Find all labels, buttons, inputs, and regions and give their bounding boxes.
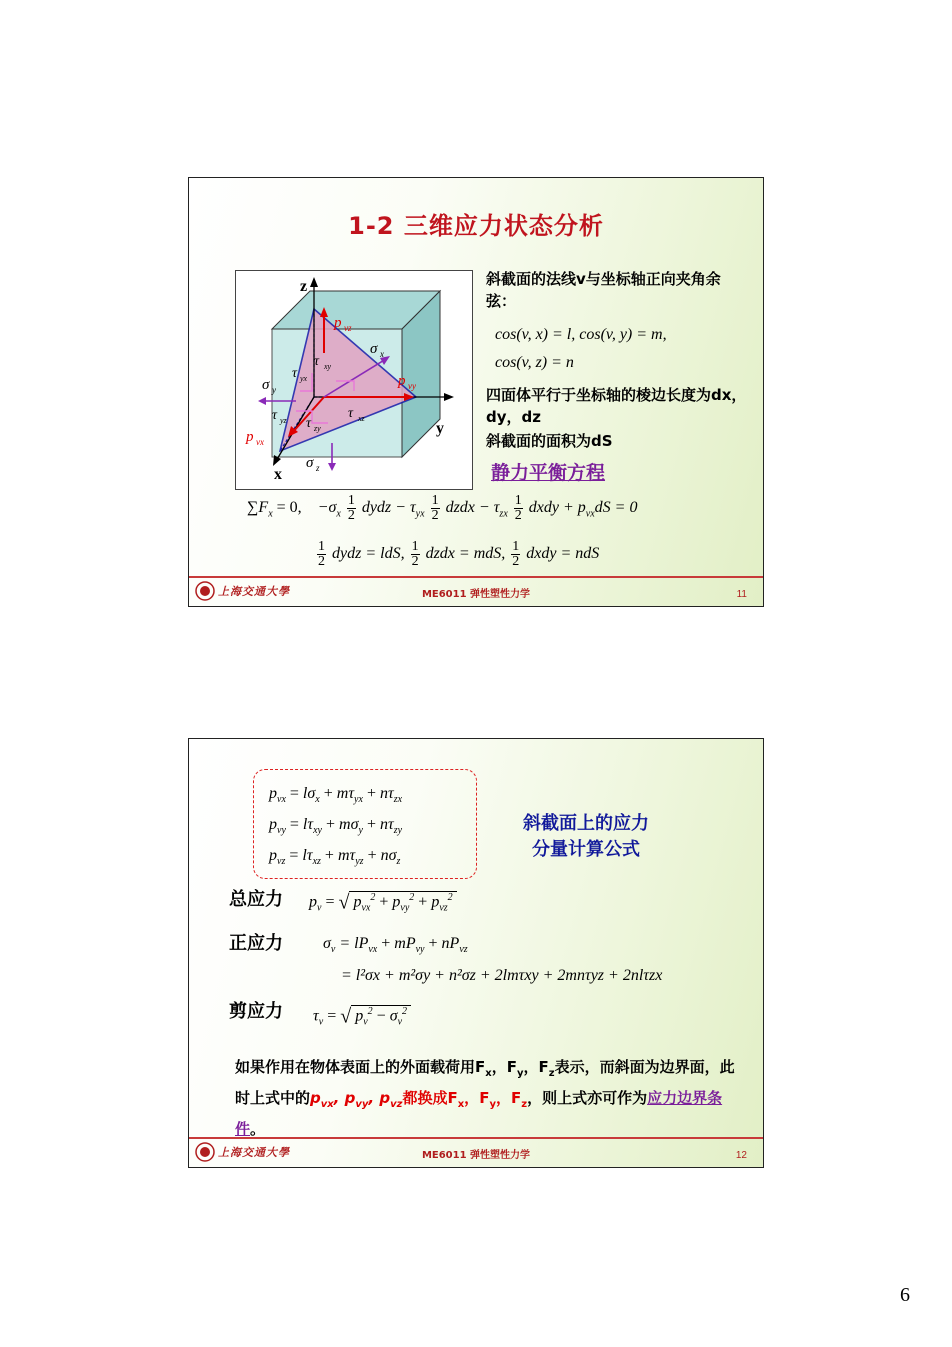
course-footer: ME6011 弹性塑性力学 bbox=[421, 589, 531, 600]
sigma-y-sub: y bbox=[272, 385, 276, 395]
cosine-equation-1: cos(v, x) = l, cos(v, y) = m, bbox=[495, 326, 667, 343]
tau-yz-sub: yz bbox=[280, 416, 287, 425]
slide-title: 1-2 三维应力状态分析 bbox=[348, 212, 604, 240]
tau-yz-label: τ bbox=[272, 408, 278, 423]
shear-stress-label: 剪应力 bbox=[229, 1001, 283, 1022]
slide-page-number: 11 bbox=[736, 589, 747, 600]
cosine-equation-2: cos(v, z) = n bbox=[495, 354, 574, 371]
tau-yx-sub: yx bbox=[300, 374, 308, 383]
total-stress-formula: $p_v$ = √ $p_{vx}^2 + p_{vy}^2 + p_{vz}^2$ bbox=[309, 891, 457, 914]
normal-description: 斜截面的法线v与坐标轴正向夹角余弦： bbox=[486, 270, 721, 310]
university-logo: 上海交通大學 bbox=[195, 1141, 290, 1163]
sigma-z-label: σ bbox=[306, 455, 314, 471]
tau-xy-sub: xy bbox=[324, 362, 332, 371]
normal-stress-formula-2: = l²σx + m²σy + n²σz + 2lmτxy + 2mnτyz + 2nlτzx bbox=[341, 967, 663, 984]
equilibrium-equation: $\sum F_x = 0$, $-\sigma_x$ $\frac{1}{2}$ dydz − $\tau_{yx}$ $\frac{1}{2}$ dzdx − $\tau_{zx}$ $\frac{1}{2}$ dxdy + $p_{vx}dS = 0$ bbox=[247, 493, 638, 523]
area-description: 斜截面的面积为dS bbox=[486, 432, 613, 450]
axis-x-label: x bbox=[274, 466, 282, 483]
course-footer: ME6011 弹性塑性力学 bbox=[421, 1150, 531, 1161]
tau-xz-sub: xz bbox=[358, 414, 365, 423]
slide-11 bbox=[188, 177, 764, 607]
tau-xy-label: τ bbox=[314, 354, 320, 369]
formula-pvx: $p_{vx} = l\sigma_x + m\tau_{yx} + n\tau_{zx}$ bbox=[269, 785, 403, 806]
pvz-label: p bbox=[334, 315, 342, 331]
shear-stress-formula: $\tau_v$ = √ $p_v^2 - \sigma_v^2$ bbox=[313, 1005, 411, 1028]
pvx-sub: vx bbox=[256, 437, 264, 447]
normal-stress-label: 正应力 bbox=[229, 933, 283, 954]
footer-divider bbox=[189, 576, 763, 578]
tau-yx-label: τ bbox=[292, 366, 298, 381]
axis-y-label: y bbox=[436, 420, 444, 437]
tau-zy-label: τ bbox=[306, 416, 312, 431]
document-page-number: 6 bbox=[900, 1284, 910, 1306]
boundary-note: 如果作用在物体表面上的外面载荷用$F_x$，$F_y$，$F_z$表示，而斜面为边界面，此时上式中的$p_{vx}$, $p_{vy}$, $p_{vz}$都换成$F_x$，$F_y$，$F_z$，则上式亦可作为应力边界条件。 bbox=[235, 1058, 735, 1138]
tau-zy-sub: zy bbox=[314, 424, 321, 433]
edge-length-description: 四面体平行于坐标轴的棱边长度为dx，dy，dz bbox=[486, 386, 747, 426]
area-relation-equation: $\frac{1}{2}$ dydz = ldS, $\frac{1}{2}$ dzdx = mdS, $\frac{1}{2}$ dxdy = ndS bbox=[318, 539, 600, 569]
normal-stress-formula-1: $\sigma_v = lP_{vx} + mP_{vy} + nP_{vz}$ bbox=[323, 935, 468, 956]
stress-cube-diagram bbox=[236, 271, 472, 489]
sigma-y-label: σ bbox=[262, 377, 270, 393]
axis-z-label: z bbox=[300, 278, 308, 295]
boundary-condition-link[interactable]: 应力边界条件 bbox=[235, 1089, 723, 1138]
sigma-x-sub: x bbox=[380, 349, 384, 359]
pvz-sub: vz bbox=[344, 323, 352, 333]
slide-page-number: 12 bbox=[735, 1150, 747, 1161]
sigma-z-sub: z bbox=[316, 463, 320, 473]
formula-caption: 斜截面上的应力 分量计算公式 bbox=[523, 813, 649, 860]
formula-pvy: $p_{vy} = l\tau_{xy} + m\sigma_y + n\tau_{zy}$ bbox=[269, 816, 403, 837]
tetrahedron-figure bbox=[235, 270, 473, 490]
university-logo: 上海交通大學 bbox=[195, 580, 290, 602]
formula-pvz: $p_{vz} = l\tau_{xz} + m\tau_{yz} + n\sigma_z$ bbox=[269, 847, 401, 868]
pvx-label: p bbox=[246, 429, 254, 445]
sigma-x-label: σ bbox=[370, 341, 378, 357]
pvy-sub: vy bbox=[408, 381, 416, 391]
total-stress-label: 总应力 bbox=[229, 889, 283, 910]
pvy-label: p bbox=[398, 373, 406, 389]
footer-divider bbox=[189, 1137, 763, 1139]
equilibrium-link[interactable]: 静力平衡方程 bbox=[491, 462, 606, 484]
tau-xz-label: τ bbox=[348, 406, 354, 421]
slide-12 bbox=[188, 738, 764, 1168]
